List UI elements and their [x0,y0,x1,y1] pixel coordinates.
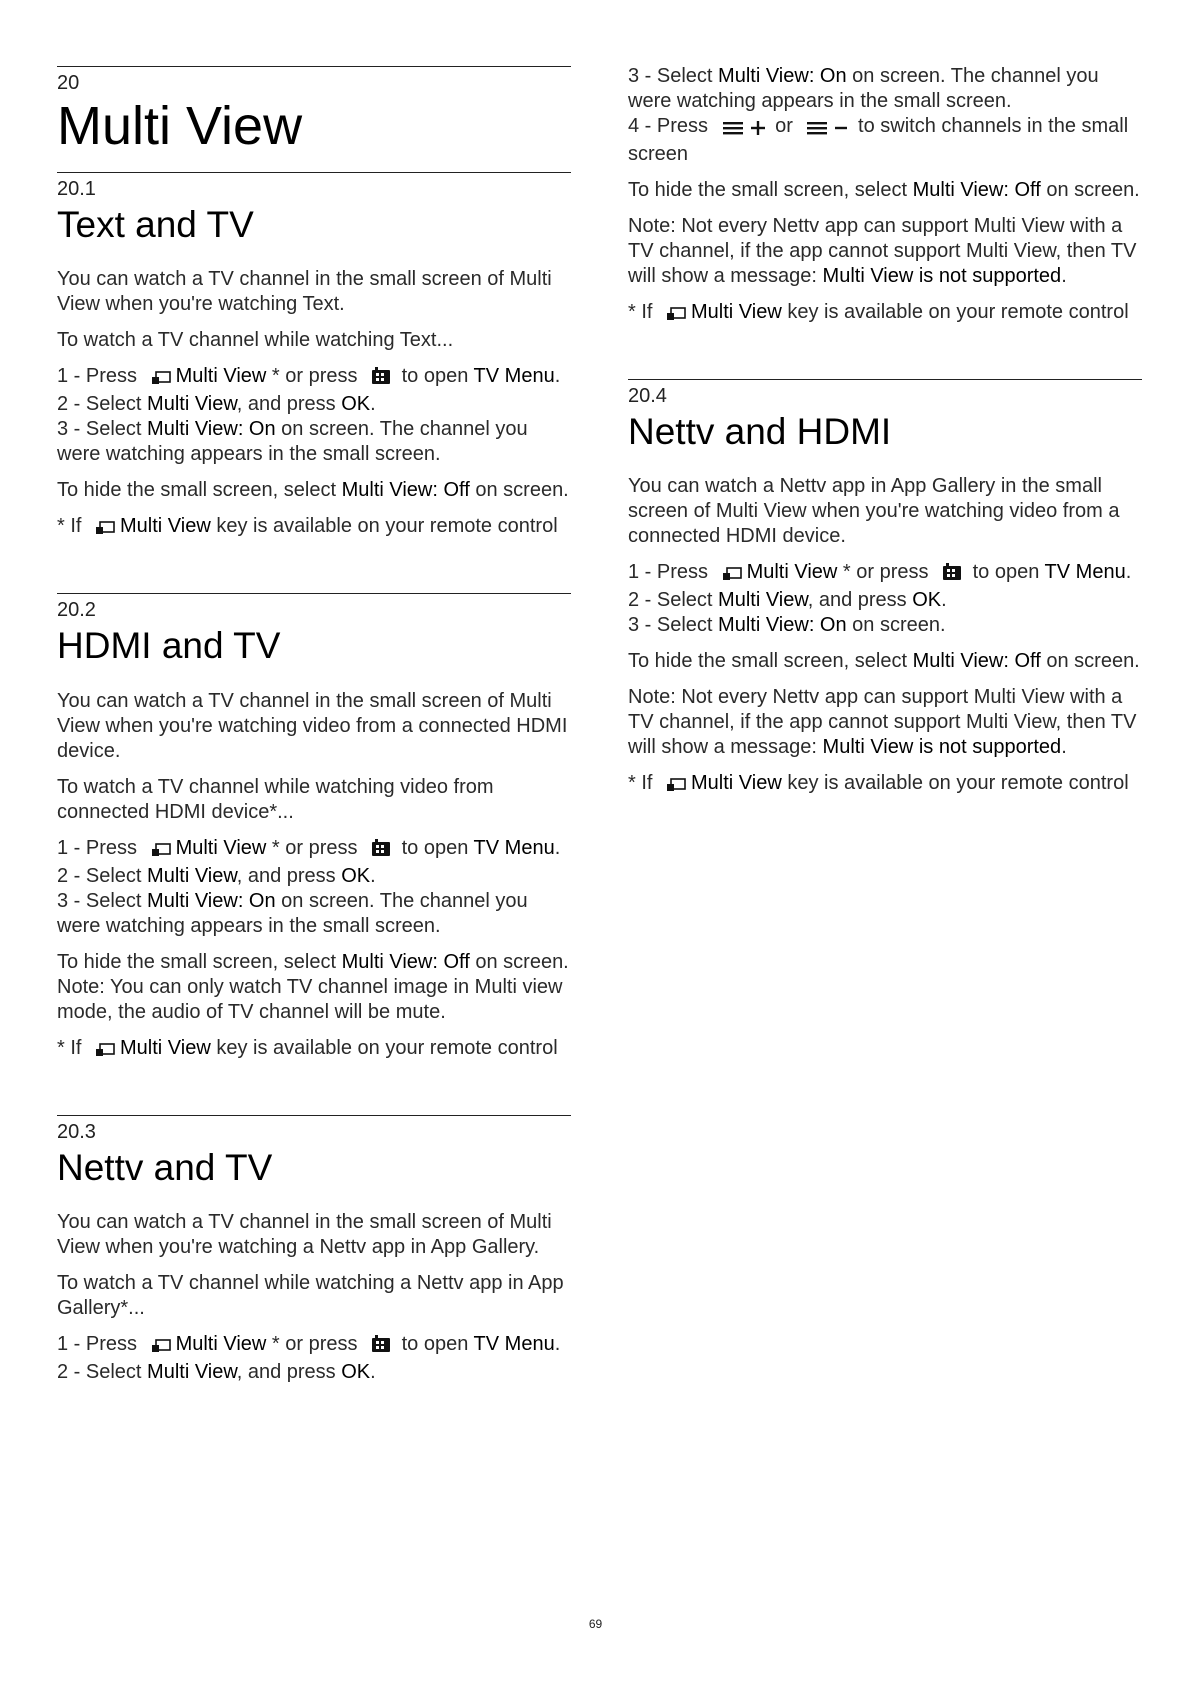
step-2: 2 - Select Multi View, and press OK. [57,864,376,887]
tv-menu-icon [371,839,391,864]
steps-list [57,836,571,939]
paragraph-intro: You can watch a TV channel in the small screen of Multi View when you're watching a Nettv app in App Gallery. [57,1211,552,1259]
footnote: * If Multi View key is available on your remote control [57,1036,571,1064]
paragraph-lead: To watch a TV channel while watching a Nettv app in App Gallery*... [57,1272,564,1320]
step-3: 3 - Select Multi View: On on screen. The channel you were watching appears in the small screen. [57,418,528,466]
steps-list [57,364,571,467]
step-3: 3 - Select Multi View: On on screen. The channel you were watching appears in the small screen. [57,889,528,937]
paragraph-intro: You can watch a TV channel in the small screen of Multi View when you're watching Text. [57,268,552,316]
step-2: 2 - Select Multi View, and press OK. [57,1361,376,1384]
chapter-title: Multi View [57,96,303,156]
step-1: 1 - Press Multi View * or press to open TV Menu. [57,364,571,392]
left-column [57,66,571,1396]
multi-view-icon [722,563,742,588]
tv-menu-icon [942,563,962,588]
paragraph-hide: To hide the small screen, select Multi View: Off on screen. [57,950,569,973]
section-number: 20.1 [57,178,96,201]
multi-view-icon [95,517,115,542]
step-1: 1 - Press Multi View * or press to open TV Menu. [628,560,1142,588]
step-1: 1 - Press Multi View * or press to open TV Menu. [57,836,571,864]
step-3: 3 - Select Multi View: On on screen. [628,614,946,637]
steps-list-continued [628,64,1142,167]
channel-list-icon [806,117,828,142]
page-number: 69 [588,1617,603,1631]
paragraph-intro: You can watch a Nettv app in App Gallery in the small screen of Multi View when you're watching video from a connected HDMI device. [628,475,1120,548]
step-2: 2 - Select Multi View, and press OK. [57,393,376,416]
steps-list [57,1332,571,1385]
channel-list-icon [722,117,744,142]
step-2: 2 - Select Multi View, and press OK. [628,589,947,612]
tv-menu-icon [371,1335,391,1360]
multi-view-icon [151,367,171,392]
footnote: * If Multi View key is available on your remote control [628,300,1142,328]
multi-view-icon [95,1039,115,1064]
section-title: HDMI and TV [57,625,281,667]
multi-view-icon [151,1335,171,1360]
step-4: 4 - Press or to switch channels in the small screen [628,115,1129,165]
footnote: * If Multi View key is available on your remote control [628,771,1142,799]
section-title: Nettv and HDMI [628,411,892,452]
section-number: 20.2 [57,599,96,622]
section-number: 20.4 [628,385,667,407]
multi-view-icon [151,839,171,864]
right-column [628,64,1142,810]
minus-icon [835,117,847,142]
section-rule [628,379,1142,380]
section-title: Text and TV [57,204,254,246]
chapter-number: 20 [57,72,80,94]
paragraph-note: Note: Not every Nettv app can support Multi View with a TV channel, if the app cannot support Multi View, then TV will show a message: Multi View is not supported. [628,686,1137,759]
paragraph-hide: To hide the small screen, select Multi View: Off on screen. [628,179,1140,201]
chapter-rule [57,66,571,67]
footnote: * If Multi View key is available on your remote control [57,514,571,542]
paragraph-note: Note: Not every Nettv app can support Multi View with a TV channel, if the app cannot support Multi View, then TV will show a message: Multi View is not supported. [628,215,1137,287]
multi-view-icon [666,303,686,328]
paragraph-intro: You can watch a TV channel in the small screen of Multi View when you're watching video from a connected HDMI device. [57,689,568,762]
section-title: Nettv and TV [57,1146,273,1188]
paragraph-lead: To watch a TV channel while watching video from connected HDMI device*... [57,775,494,823]
section-rule [57,172,571,173]
paragraph-lead: To watch a TV channel while watching Text... [57,329,454,352]
step-3: 3 - Select Multi View: On on screen. The channel you were watching appears in the small screen. [628,65,1099,112]
multi-view-icon [666,774,686,799]
paragraph-hide: To hide the small screen, select Multi View: Off on screen. [57,479,569,502]
section-number: 20.3 [57,1120,96,1143]
plus-icon [751,117,765,142]
section-rule [57,593,571,594]
section-rule [57,1115,571,1116]
paragraph-hide: To hide the small screen, select Multi View: Off on screen. [628,650,1140,673]
tv-menu-icon [371,367,391,392]
steps-list [628,560,1142,638]
paragraph-note: Note: You can only watch TV channel image in Multi view mode, the audio of TV channel will be mute. [57,975,563,1023]
step-1: 1 - Press Multi View * or press to open TV Menu. [57,1332,571,1360]
